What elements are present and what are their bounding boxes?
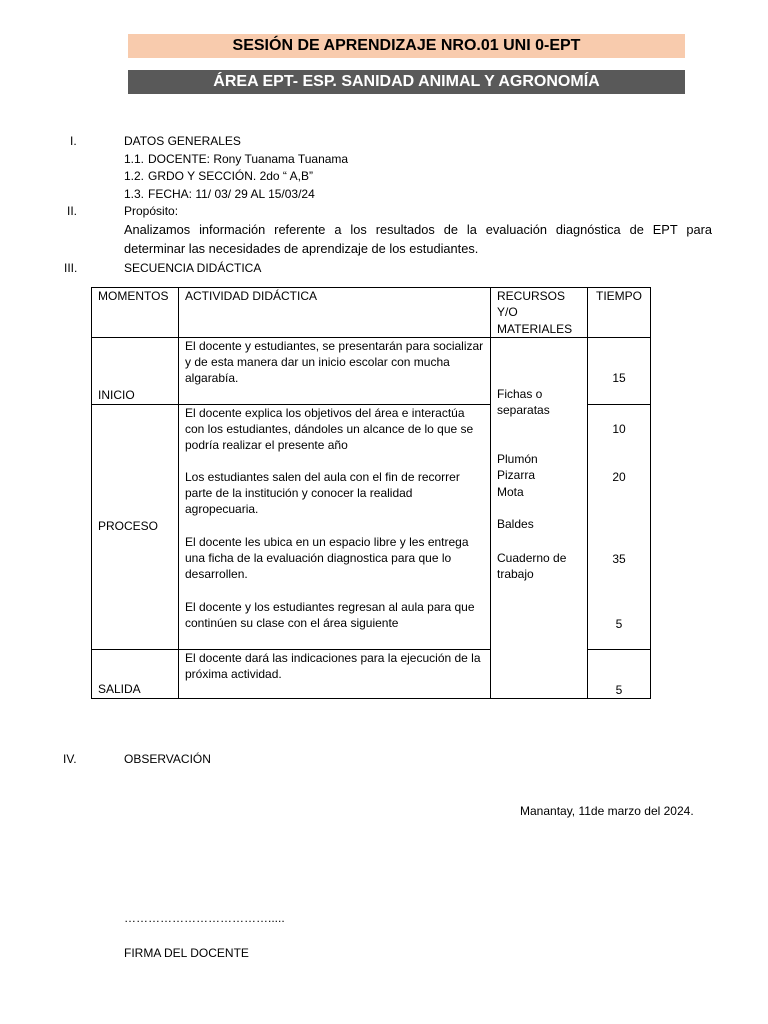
section-number-3: III. — [64, 261, 78, 275]
item-text: DOCENTE: Rony Tuanama Tuanama — [148, 152, 349, 166]
time-proceso-1: 10 — [612, 421, 626, 436]
resource-pizarra: Pizarra — [497, 467, 536, 482]
time-inicio — [588, 337, 651, 404]
time-proceso-4: 5 — [615, 616, 623, 631]
section-label-datos: DATOS GENERALES — [124, 134, 241, 148]
table-row-inicio — [92, 337, 651, 404]
activity-proceso — [179, 404, 491, 649]
resource-baldes: Baldes — [497, 516, 534, 531]
time-salida — [588, 649, 651, 698]
table-header-row — [92, 288, 651, 338]
section-label-proposito: Propósito: — [124, 204, 179, 218]
header-tiempo: TIEMPO — [588, 288, 651, 338]
activity-salida: El docente dará las indicaciones para la ejecución de la próxima actividad. — [179, 649, 491, 698]
activity-proceso-3: El docente les ubica en un espacio libre y les entrega una ficha de la evaluación diagnostica para que lo desarrollen. — [185, 534, 469, 582]
activity-proceso-1: El docente explica los objetivos del área e interactúa con los estudiantes, dándoles un alcance de lo que se podría realizar el presente año — [185, 405, 474, 453]
header-recursos: RECURSOS Y/O MATERIALES — [491, 288, 588, 338]
signature-line: ………………………………..... — [124, 911, 285, 925]
header-actividad: ACTIVIDAD DIDÁCTICA — [179, 288, 491, 338]
activity-inicio: El docente y estudiantes, se presentarán para socializar y de esta manera dar un inicio escolar con mucha algarabía. — [179, 337, 491, 404]
datos-item-grado — [124, 168, 313, 185]
section-label-secuencia: SECUENCIA DIDÁCTICA — [124, 261, 262, 275]
datos-item-fecha — [124, 186, 315, 203]
section-number-4: IV. — [63, 752, 77, 766]
signature-label: FIRMA DEL DOCENTE — [124, 946, 249, 960]
item-number: 1.2. — [124, 169, 145, 183]
activity-proceso-4: El docente y los estudiantes regresan al aula para que continúen su clase con el área siguiente — [185, 599, 475, 631]
moment-inicio: INICIO — [92, 337, 179, 404]
header-momentos: MOMENTOS — [92, 288, 179, 338]
moment-label: PROCESO — [98, 518, 159, 533]
activity-proceso-2: Los estudiantes salen del aula con el fin de recorrer parte de la institución y conocer la realidad agropecuaria. — [185, 469, 460, 517]
resource-plumon: Plumón — [497, 451, 538, 466]
item-text: FECHA: 11/ 03/ 29 AL 15/03/24 — [148, 187, 315, 201]
time-proceso-2: 20 — [612, 469, 626, 484]
didactic-sequence-table — [91, 287, 651, 699]
resources-cell — [491, 337, 588, 698]
time-value: 15 — [612, 370, 626, 385]
datos-item-docente — [124, 151, 348, 168]
session-title: SESIÓN DE APRENDIZAJE NRO.01 UNI 0-EPT — [128, 34, 685, 58]
resource-mota: Mota — [497, 484, 524, 499]
resource-cuaderno: Cuaderno de trabajo — [497, 550, 567, 582]
item-number: 1.3. — [124, 187, 145, 201]
time-proceso-3: 35 — [612, 551, 626, 566]
time-proceso — [588, 404, 651, 649]
purpose-text: Analizamos información referente a los resultados de la evaluación diagnóstica de EPT para determinar las necesidades de aprendizaje de los estudiantes. — [124, 222, 712, 256]
section-number-2: II. — [67, 204, 78, 218]
resource-fichas: Fichas o separatas — [497, 386, 550, 418]
item-number: 1.1. — [124, 152, 145, 166]
section-number-1: I. — [70, 134, 77, 148]
area-title: ÁREA EPT- ESP. SANIDAD ANIMAL Y AGRONOMÍA — [128, 70, 685, 94]
section-label-observacion: OBSERVACIÓN — [124, 752, 211, 766]
item-text: GRDO Y SECCIÓN. 2do “ A,B” — [148, 169, 313, 183]
place-date: Manantay, 11de marzo del 2024. — [520, 804, 694, 818]
moment-proceso — [92, 404, 179, 649]
moment-salida: SALIDA — [92, 649, 179, 698]
time-value: 5 — [615, 682, 623, 697]
